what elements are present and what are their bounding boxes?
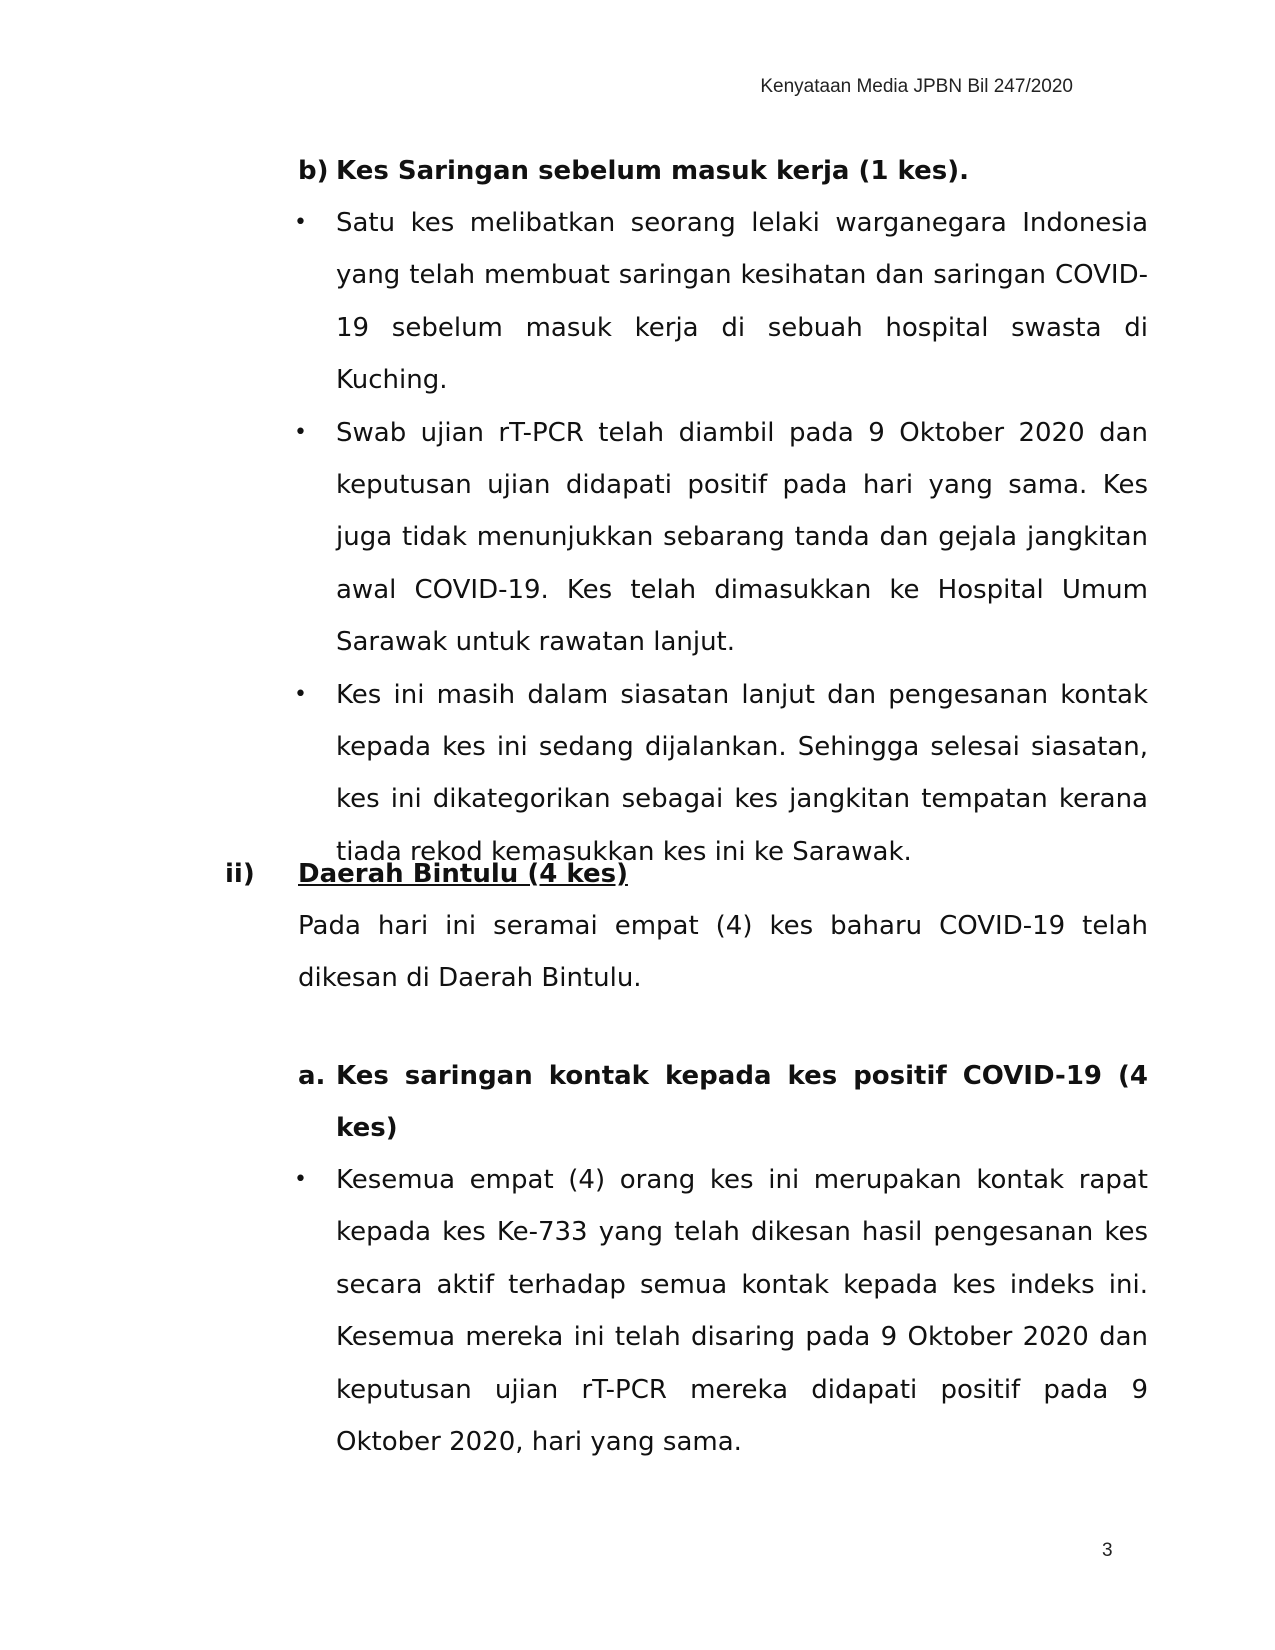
bullet-text: Kesemua empat (4) orang kes ini merupakan kontak rapat kepada kes Ke-733 yang telah dikesan hasil pengesanan kes secara aktif terhadap semua kontak kepada kes indeks ini. Kesemua mereka ini telah disaring pada 9 Oktober 2020 dan keputusan ujian rT-PCR mereka didapati positif pada 9 Oktober 2020, hari yang sama.: [336, 1165, 1148, 1458]
subsection-b-heading: [298, 145, 1148, 197]
bullet-icon: •: [294, 1167, 307, 1192]
bullet-item: [294, 669, 1148, 879]
subsection-b: [294, 145, 1148, 878]
section-ii-body: [298, 900, 1148, 1004]
subsection-b-label: b): [298, 156, 329, 186]
subsection-b-bullet-list: [294, 197, 1148, 878]
bullet-text: Swab ujian rT-PCR telah diambil pada 9 Oktober 2020 dan keputusan ujian didapati positif pada hari yang sama. Kes juga tidak menunjukkan sebarang tanda dan gejala jangkitan awal COVID-19. Kes telah dimasukkan ke Hospital Umum Sarawak untuk rawatan lanjut.: [336, 417, 1148, 658]
section-ii-heading: [225, 848, 1148, 900]
subsection-a-bullet-list: [294, 1154, 1148, 1468]
bullet-icon: •: [294, 419, 307, 445]
section-ii-number: ii): [225, 859, 255, 889]
bullet-icon: •: [294, 210, 307, 235]
section-ii-title: Daerah Bintulu (4 kes): [298, 859, 628, 889]
bullet-icon: •: [294, 681, 307, 707]
subsection-b-title: Kes Saringan sebelum masuk kerja (1 kes).: [336, 156, 970, 186]
document-header: Kenyataan Media JPBN Bil 247/2020: [760, 76, 1073, 97]
section-ii-intro: Pada hari ini seramai empat (4) kes baharu COVID-19 telah dikesan di Daerah Bintulu.: [298, 911, 1148, 993]
subsection-a: [294, 1050, 1148, 1468]
subsection-a-heading: [298, 1050, 1148, 1154]
bullet-item: [294, 407, 1148, 669]
page-number: 3: [1102, 1540, 1113, 1561]
subsection-a-label: a.: [298, 1061, 326, 1091]
bullet-item: [294, 1154, 1148, 1468]
bullet-text: Satu kes melibatkan seorang lelaki warganegara Indonesia yang telah membuat saringan kesihatan dan saringan COVID-19 sebelum masuk kerja di sebuah hospital swasta di Kuching.: [336, 208, 1148, 396]
bullet-text: Kes ini masih dalam siasatan lanjut dan pengesanan kontak kepada kes ini sedang dijalankan. Sehingga selesai siasatan, kes ini dikategorikan sebagai kes jangkitan tempatan kerana tiada rekod kemasukkan kes ini ke Sarawak.: [336, 679, 1148, 867]
subsection-a-title: Kes saringan kontak kepada kes positif COVID-19 (4 kes): [336, 1061, 1148, 1143]
bullet-item: [294, 197, 1148, 407]
